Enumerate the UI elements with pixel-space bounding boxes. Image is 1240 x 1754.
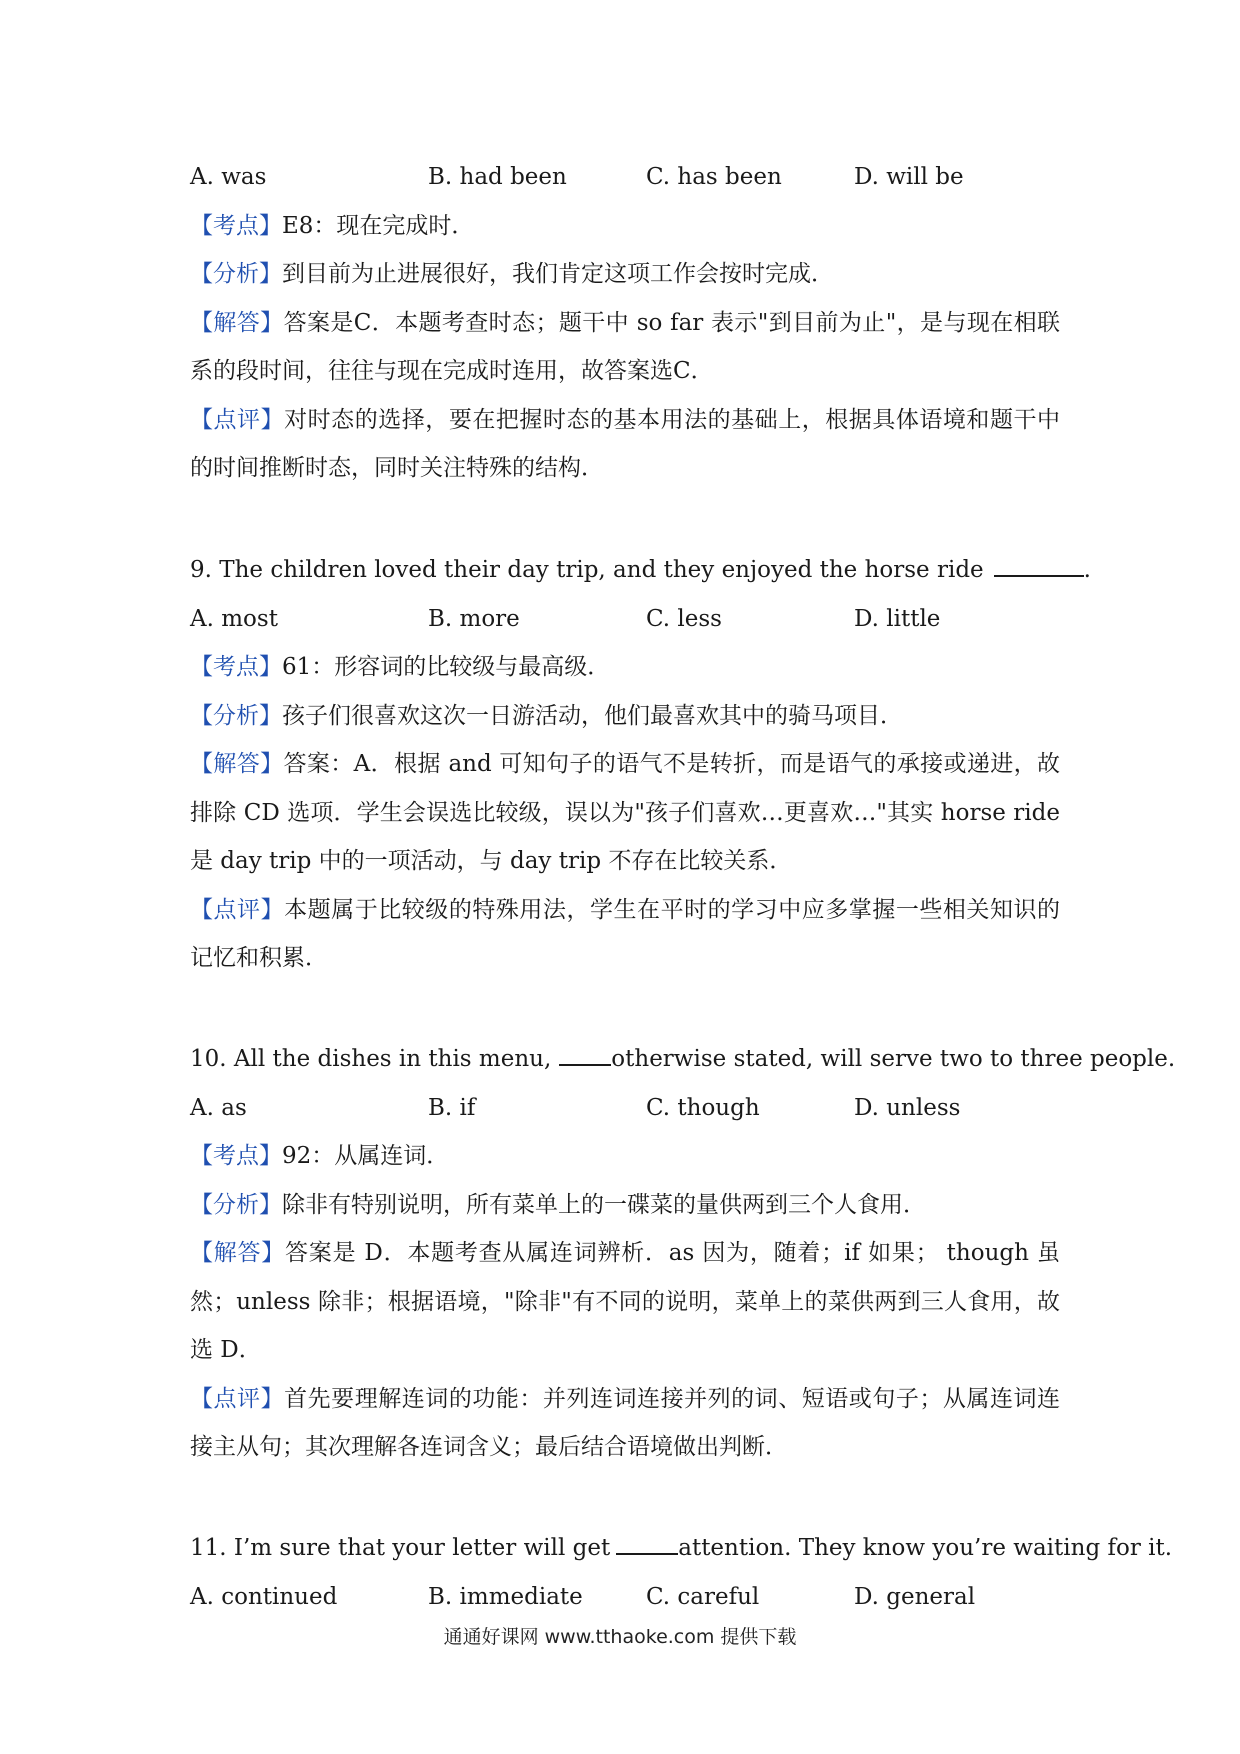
question-9-options (190, 595, 1060, 644)
question-11-options (190, 1573, 1060, 1622)
kaodian-line (190, 202, 1060, 251)
fenxi-text: 孩子们很喜欢这次一日游活动，他们最喜欢其中的骑马项目． (282, 702, 903, 729)
question-10-block (190, 1035, 1176, 1472)
jieda-text: 答案是C．本题考查时态；题干中 so far 表示"到目前为止"，是与现在相联系的段时间，往往与现在完成时连用，故答案选C． (190, 309, 1060, 384)
question-11-stem (190, 1524, 1173, 1573)
option-d: D. will be (854, 164, 964, 190)
question-8-options (190, 153, 1060, 202)
option-c: C. less (646, 605, 722, 632)
kaodian-tag: 【考点】 (190, 212, 282, 239)
kaodian-line (190, 643, 1060, 692)
kaodian-tag: 【考点】 (190, 1143, 282, 1169)
option-a: A. continued (190, 1583, 338, 1610)
question-9-stem (190, 546, 1091, 595)
question-11-text-pre: 11. I’m sure that your letter will get (190, 1535, 611, 1561)
option-a: A. was (190, 164, 267, 190)
option-a: A. most (190, 605, 278, 632)
question-10-text-pre: 10. All the dishes in this menu, (190, 1046, 552, 1072)
kaodian-text: 61：形容词的比较级与最高级． (282, 654, 611, 680)
question-10-options (190, 1084, 1060, 1133)
answer-blank (994, 553, 1084, 577)
jieda-paragraph (190, 740, 1060, 886)
dianping-text: 本题属于比较级的特殊用法，学生在平时的学习中应多掌握一些相关知识的记忆和积累． (190, 896, 1061, 971)
jieda-text: 答案是 D．本题考查从属连词辨析．as 因为，随着；if 如果； though 虽然；unless 除非；根据语境，"除非"有不同的说明，菜单上的菜供两到三人食用，故选 D． (190, 1240, 1060, 1363)
jieda-tag: 【解答】 (190, 309, 284, 336)
question-11-block (190, 1524, 1173, 1621)
question-9-text-post: . (1083, 557, 1091, 583)
kaodian-line (190, 1132, 1060, 1181)
option-b: B. immediate (428, 1583, 583, 1610)
question-10-text-post: otherwise stated, will serve two to three people. (611, 1046, 1176, 1072)
dianping-text: 对时态的选择，要在把握时态的基本用法的基础上，根据具体语境和题干中的时间推断时态，同时关注特殊的结构． (190, 406, 1061, 481)
kaodian-text: E8：现在完成时． (282, 212, 475, 239)
kaodian-tag: 【考点】 (190, 654, 282, 680)
option-d: D. general (854, 1583, 976, 1610)
jieda-paragraph (190, 299, 1060, 396)
dianping-tag: 【点评】 (190, 896, 285, 923)
fenxi-tag: 【分析】 (190, 1191, 282, 1218)
option-d: D. unless (854, 1094, 961, 1121)
dianping-tag: 【点评】 (190, 406, 285, 433)
kaodian-text: 92：从属连词． (282, 1143, 450, 1169)
jieda-text: 答案：A．根据 and 可知句子的语气不是转折，而是语气的承接或递进，故排除 CD 选项．学生会误选比较级，误以为"孩子们喜欢…更喜欢…"其实 horse ride 是 day trip 中的一项活动，与 day trip 不存在比较关系． (190, 751, 1061, 874)
option-d: D. little (854, 605, 941, 632)
question-10-stem (190, 1035, 1176, 1084)
question-9-text-pre: 9. The children loved their day trip, and they enjoyed the horse ride (190, 557, 984, 583)
fenxi-tag: 【分析】 (190, 702, 282, 729)
dianping-paragraph (190, 1375, 1060, 1472)
fenxi-text: 除非有特别说明，所有菜单上的一碟菜的量供两到三个人食用． (282, 1191, 926, 1218)
answer-blank (616, 1531, 678, 1555)
dianping-paragraph (190, 886, 1060, 983)
fenxi-tag: 【分析】 (190, 261, 282, 287)
option-b: B. had been (428, 164, 567, 190)
page-footer: 通通好课网 www.tthaoke.com 提供下载 (443, 1626, 797, 1648)
dianping-tag: 【点评】 (190, 1385, 285, 1412)
option-b: B. more (428, 605, 520, 632)
answer-blank (559, 1042, 611, 1066)
fenxi-text: 到目前为止进展很好，我们肯定这项工作会按时完成． (282, 261, 834, 287)
option-b: B. if (428, 1094, 476, 1121)
jieda-tag: 【解答】 (190, 751, 284, 777)
dianping-text: 首先要理解连词的功能：并列连词连接并列的词、短语或句子；从属连词连接主从句；其次理解各连词含义；最后结合语境做出判断． (190, 1385, 1061, 1460)
option-c: C. careful (646, 1583, 760, 1610)
option-c: C. has been (646, 164, 782, 190)
option-a: A. as (190, 1094, 247, 1121)
question-8-block (190, 153, 1060, 493)
question-9-block (190, 546, 1091, 983)
dianping-paragraph (190, 396, 1060, 493)
option-c: C. though (646, 1094, 760, 1121)
jieda-tag: 【解答】 (190, 1240, 286, 1266)
jieda-paragraph (190, 1229, 1060, 1375)
question-11-text-post: attention. They know you’re waiting for it. (678, 1535, 1173, 1561)
fenxi-line (190, 250, 1060, 299)
fenxi-line (190, 692, 1060, 741)
fenxi-line (190, 1181, 1060, 1230)
